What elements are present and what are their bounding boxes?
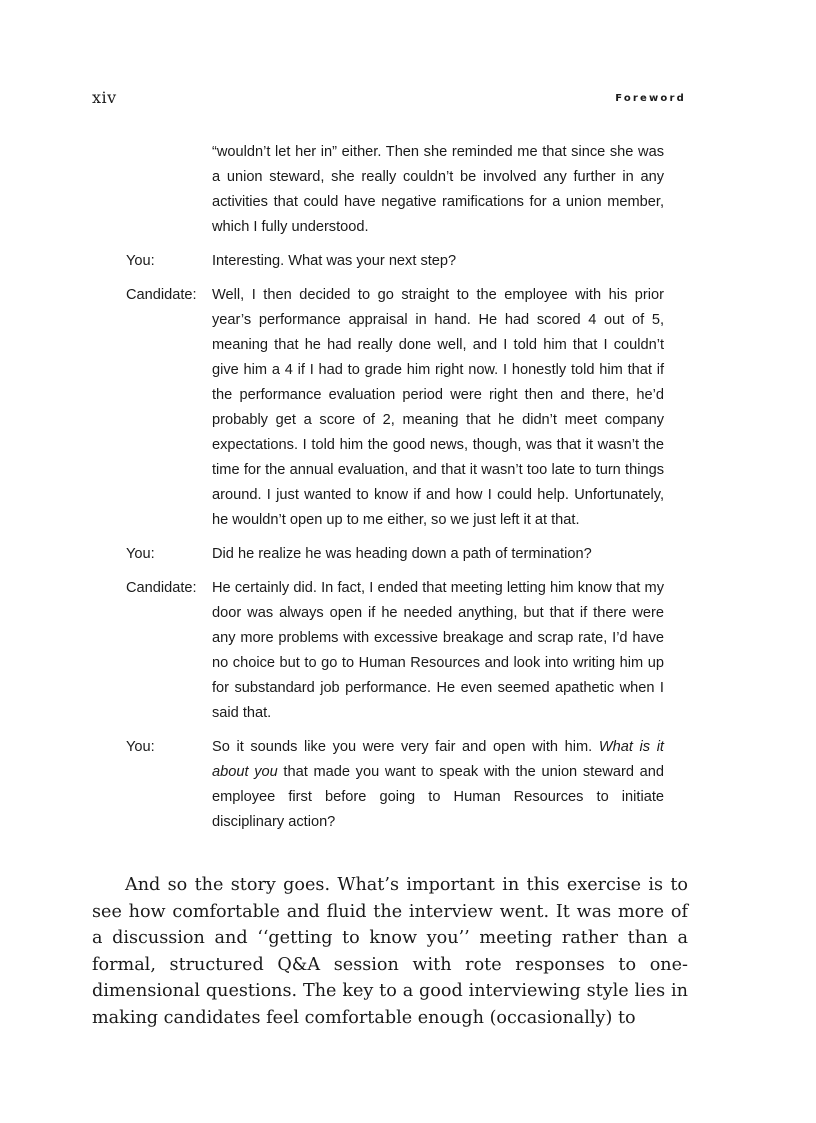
speech-text: Interesting. What was your next step? — [212, 253, 457, 269]
speech-text-emphasis: What is it about you — [212, 739, 664, 780]
speech-text: He certainly did. In fact, I ended that meeting letting him know that my door was always open if he needed anything, but that if there were any more problems with excessive breakage and scrap rate, I’d have no choice but to go to Human Resources and look into writing him up for substandard job performance. He even seemed apathetic when I said that. — [212, 580, 664, 721]
speech-text — [212, 735, 664, 835]
speaker-label: You: — [126, 546, 155, 562]
interview-transcript — [126, 140, 664, 844]
speech-text-start: So it sounds like you were very fair and open with him. — [212, 739, 599, 755]
speaker-label: You: — [126, 253, 155, 269]
dialogue-turn — [126, 576, 664, 726]
page-number: xiv — [92, 88, 117, 107]
dialogue-turn — [126, 542, 664, 567]
speaker-label: You: — [126, 739, 155, 755]
speaker-label: Candidate: — [126, 580, 197, 596]
running-head: Foreword — [615, 93, 686, 104]
body-paragraph: And so the story goes. What’s important in this exercise is to see how comfortable and fluid the interview went. It was more of a discussion and ‘‘getting to know you’’ meeting rather than a formal, structured Q&A session with rote responses to one-dimensional questions. The key to a good interviewing style lies in making candidates feel comfortable enough (occasionally) to — [92, 875, 688, 1028]
speech-text: Well, I then decided to go straight to the employee with his prior year’s performance appraisal in hand. He had scored 4 out of 5, meaning that he had really done well, and I told him that I couldn’t give him a 4 if I had to grade him right now. I honestly told him that if the performance evaluation period were right then and there, he’d probably get a score of 2, meaning that he didn’t meet company expectations. I told him the good news, though, was that it wasn’t the time for the annual evaluation, and that it wasn’t too late to turn things around. I just wanted to know if and how I could help. Unfortunately, he wouldn’t open up to me either, so we just left it at that. — [212, 287, 664, 528]
dialogue-turn — [126, 735, 664, 835]
dialogue-turn — [126, 283, 664, 533]
speaker-label: Candidate: — [126, 287, 197, 303]
speaker-label — [126, 140, 212, 240]
speech-text: Did he realize he was heading down a path of termination? — [212, 546, 592, 562]
speech-text: “wouldn’t let her in” either. Then she reminded me that since she was a union steward, she really couldn’t be involved any further in any activities that could have negative ramifications for a union member, which I fully understood. — [212, 144, 664, 235]
dialogue-turn — [126, 249, 664, 274]
speech-text-end: that made you want to speak with the union steward and employee first before going to Human Resources to initiate disciplinary action? — [212, 764, 664, 830]
dialogue-turn — [126, 140, 664, 240]
